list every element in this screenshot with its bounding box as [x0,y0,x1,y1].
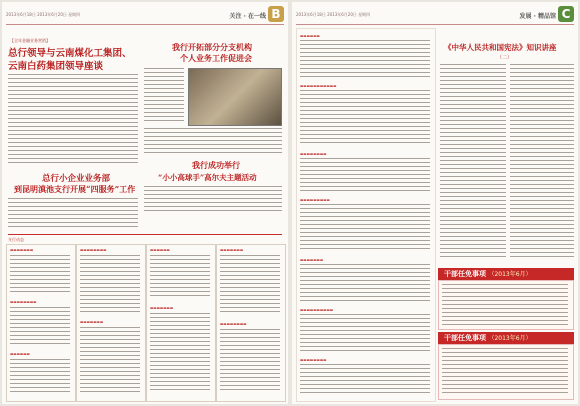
item-head-2: ▬▬▬▬▬▬▬▬▬▬▬ [300,84,337,88]
article3-title-line2: “小小高球手”高尔夫主题活动 [158,173,257,182]
left-page-date: 2013年6月18日 2013年6月20日 星期四 [6,12,81,17]
item-head-4: ▬▬▬▬▬▬▬▬▬ [300,198,330,202]
article4-title-line1: 总行小企业业务部 [42,174,111,184]
article2-photo [188,68,282,126]
lecture-title: 《中华人民共和国宪法》知识讲座 [444,43,557,52]
brief-body-4 [80,255,140,315]
brief-body-3 [10,359,70,397]
item-head-3: ▬▬▬▬▬▬▬▬ [300,152,327,156]
brief-head-3: ▬▬▬▬▬▬ [10,352,30,356]
item-body-2 [300,90,430,148]
brief-body-7 [150,313,210,397]
lecture-subtitle: （二） [497,55,513,61]
right-page-header [296,6,574,25]
article4-body-text [8,198,138,230]
lecture-body-col2 [510,64,574,260]
item-head-1: ▬▬▬▬▬▬ [300,34,320,38]
brief-head-7: ▬▬▬▬▬▬▬ [150,306,174,310]
left-page-badge: B [268,6,284,22]
item-head-6: ▬▬▬▬▬▬▬▬▬▬ [300,308,334,312]
left-newspaper-page [2,2,288,404]
item-body-6 [300,314,430,354]
right-newspaper-page [292,2,578,404]
item-body-3 [300,158,430,194]
brief-body-8 [220,255,280,317]
duty-box1-header [438,268,574,280]
item-body-5 [300,264,430,304]
article2-title-line2: 个人业务工作促进会 [180,53,252,63]
duty-box1-date: （2013年6月） [488,271,532,278]
right-page-section-title: 发展 · 精品馆 [519,13,556,20]
duty-box2-header [438,332,574,344]
article2-body-text-lower [144,128,282,156]
brief-body-9 [220,329,280,397]
article2-body-text [144,68,184,124]
brief-head-6: ▬▬▬▬▬▬ [150,248,170,252]
article1-title-line2: 云南白药集团领导座谈 [8,61,104,72]
duty-box2-title: 干部任免事项 [444,334,486,342]
article3-body-text [144,186,282,216]
left-page-header [6,6,284,25]
brief-body-2 [10,307,70,347]
item-body-7 [300,364,430,398]
article4-title-line2: 到昆明滇池支行开展“四服务”工作 [14,184,136,194]
brief-head-5: ▬▬▬▬▬▬▬ [80,320,104,324]
brief-head-2: ▬▬▬▬▬▬▬▬ [10,300,37,304]
briefs-section-label: 支行动态 [8,237,24,242]
right-page-badge: C [558,6,574,22]
duty-box1-body [442,284,568,326]
item-head-7: ▬▬▬▬▬▬▬▬ [300,358,327,362]
article1-kicker: 【全年金融业务营销】 [10,38,50,43]
briefs-divider [8,234,282,235]
brief-body-5 [80,327,140,397]
left-page-section-title: 关注 · 在一线 [229,13,266,20]
brief-body-1 [10,255,70,295]
item-head-5: ▬▬▬▬▬▬▬ [300,258,324,262]
duty-box2-body [442,348,568,396]
article1-title-line1: 总行领导与云南煤化工集团、 [8,48,132,59]
right-page-date: 2013年6月18日 2013年6月20日 星期四 [296,12,371,17]
duty-box2-date: （2013年6月） [488,335,532,342]
item-body-4 [300,204,430,254]
item-body-1 [300,40,430,80]
duty-box1-title: 干部任免事项 [444,270,486,278]
brief-head-1: ▬▬▬▬▬▬▬ [10,248,34,252]
brief-head-9: ▬▬▬▬▬▬▬▬ [220,322,247,326]
brief-body-6 [150,255,210,301]
brief-head-4: ▬▬▬▬▬▬▬▬ [80,248,107,252]
article3-title-line1: 我行成功举行 [192,160,240,170]
lecture-body-col1 [440,64,506,260]
brief-head-8: ▬▬▬▬▬▬▬ [220,248,244,252]
article1-body-text [8,74,138,166]
article2-title-line1: 我行开拓部分分支机构 [172,42,252,52]
